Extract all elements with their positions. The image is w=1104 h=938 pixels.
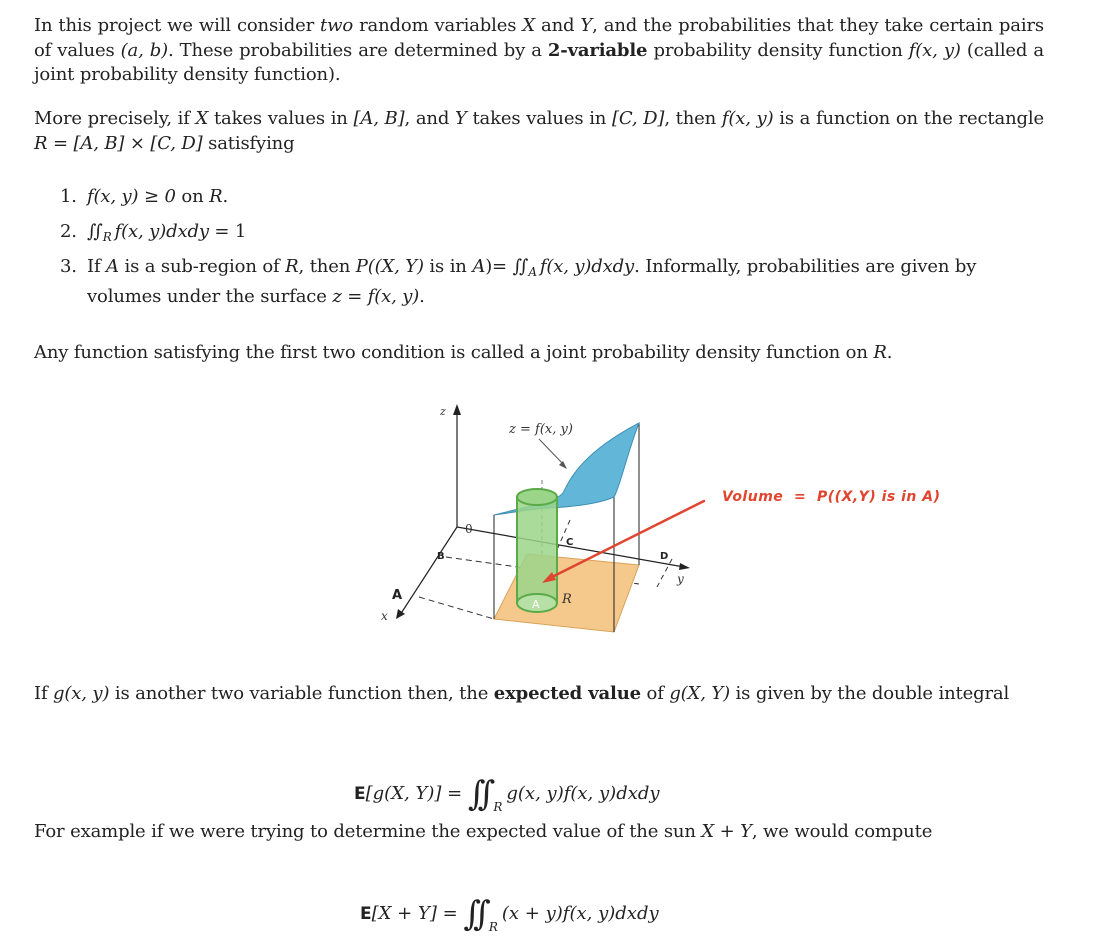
example-paragraph [34, 820, 932, 845]
volume-figure [334, 387, 1014, 642]
definition-paragraph [34, 107, 1044, 156]
bold-term: 2-variable [547, 39, 648, 61]
math-y: Y [454, 108, 467, 129]
text: , and [404, 108, 455, 129]
equation-rhs: g(x, y)f(x, y)dxdy [506, 783, 660, 804]
math-expression: f(x, y) ≥ 0 [87, 186, 176, 207]
math-fxy: f(x, y) [908, 39, 961, 61]
text: takes values in [466, 108, 612, 129]
text: , then [664, 108, 722, 129]
text: Any function satisfying the first two condition is called a joint probability density function on [34, 342, 874, 363]
text: is a function on the rectangle [773, 108, 1044, 129]
math-r: R [285, 256, 299, 277]
text: In this project we will consider [34, 15, 321, 36]
math-surface: z = f(x, y) [332, 285, 420, 307]
text: on [175, 186, 210, 207]
double-integral-sign: ∫∫ [467, 774, 488, 814]
x-axis-label: x [381, 609, 388, 623]
math-r: R [209, 186, 223, 207]
z-axis-arrow-icon [453, 404, 461, 415]
integral-subscript: R [493, 800, 503, 814]
text: is a sub-region of [118, 256, 286, 277]
text: More precisely, if [34, 108, 196, 129]
expected-value-paragraph [34, 682, 1009, 707]
math-r: R [873, 342, 887, 363]
math-probability: P((X, Y) [355, 256, 424, 277]
expected-value-equation [354, 774, 660, 814]
text: , then [298, 256, 356, 277]
integral-sign: ∫∫ [512, 256, 526, 277]
text: of [640, 683, 670, 704]
math-interval: [A, B] [353, 108, 405, 129]
equation-rhs: (x + y)f(x, y)dxdy [501, 903, 659, 924]
math-sum: X + Y [701, 821, 752, 842]
math-x: X [522, 15, 536, 36]
text: For example if we were trying to determine the expected value of the sun [34, 821, 702, 842]
list-number: 2. [60, 220, 77, 242]
text: . [222, 186, 229, 207]
text: . These probabilities are determined by a [168, 39, 548, 61]
list-item [34, 185, 1044, 210]
list-number: 3. [60, 256, 77, 277]
text: probability density function [647, 39, 909, 61]
region-r-label: R [562, 592, 572, 607]
text: is another two variable function then, the [109, 683, 494, 704]
math-expression: f(x, y)dxdy [539, 256, 635, 277]
text: (called a joint probability density function). [34, 39, 1044, 85]
label-d: D [660, 551, 669, 562]
list-item [34, 220, 1044, 250]
text: . Informally, probabilities are given by volumes under the surface [87, 256, 977, 307]
list-number: 1. [60, 186, 77, 207]
math-fxy: f(x, y) [721, 108, 774, 129]
math-g: g(x, y) [53, 683, 110, 704]
surface-pointer [539, 439, 564, 465]
column-top [517, 489, 557, 505]
origin-label: 0 [465, 522, 473, 536]
z-axis-label: z [440, 405, 446, 418]
projection-line [419, 597, 494, 619]
math-interval: [C, D] [611, 108, 665, 129]
text: If [34, 683, 54, 704]
math-y: Y [580, 15, 593, 36]
bold-term: expected value [493, 683, 641, 704]
text: If [87, 256, 107, 277]
x-axis-line [400, 527, 457, 615]
summary-paragraph [34, 341, 892, 366]
math-expression: f(x, y)dxdy [114, 220, 209, 242]
sum-expectation-equation [360, 894, 659, 934]
text: takes values in [208, 108, 354, 129]
emphasis: two [320, 15, 354, 36]
text: is given by the double integral [729, 683, 1010, 704]
text: , we would compute [751, 821, 933, 842]
integral-subscript: R [488, 920, 498, 934]
math-gxy: g(X, Y) [669, 683, 730, 704]
text: is in [423, 256, 473, 277]
text: , and the probabilities that they take certain pairs of values [34, 15, 1044, 61]
region-a-label: A [532, 598, 540, 611]
equation-lhs: [g(X, Y)] = [365, 783, 468, 804]
y-axis-label: y [677, 572, 684, 586]
text: and [535, 15, 581, 36]
y-axis-arrow-icon [679, 563, 690, 570]
label-a: A [392, 588, 403, 603]
label-c: C [566, 537, 574, 548]
column-over-a [517, 497, 557, 603]
math-rectangle: R = [A, B] × [C, D] [34, 132, 203, 154]
x-axis-arrow-icon [396, 609, 405, 619]
text: random variables [353, 15, 523, 36]
text: . [419, 285, 425, 307]
label-b: B [437, 551, 445, 562]
text: )= [485, 256, 513, 277]
surface-label: z = f(x, y) [509, 422, 573, 437]
math-pair: (a, b) [120, 39, 169, 61]
volume-annotation: Volume = P((X,Y) is in A) [722, 489, 941, 505]
math-equals: = 1 [208, 220, 247, 242]
integral-subscript: A [528, 265, 537, 279]
intro-paragraph [34, 14, 1044, 88]
text: . [886, 342, 893, 363]
integral-subscript: R [102, 229, 112, 244]
math-a: A [472, 256, 486, 277]
list-item [34, 255, 1044, 309]
conditions-list [34, 185, 1044, 309]
text: satisfying [202, 132, 295, 154]
equation-lhs: [X + Y] = [371, 903, 464, 924]
expectation-symbol: E [354, 784, 366, 804]
expectation-symbol: E [360, 904, 372, 924]
math-a: A [106, 256, 119, 277]
double-integral-sign: ∫∫ [463, 894, 483, 934]
integral-sign: ∫∫ [87, 220, 100, 242]
math-x: X [195, 108, 209, 129]
surface-pointer-arrow-icon [559, 461, 567, 469]
